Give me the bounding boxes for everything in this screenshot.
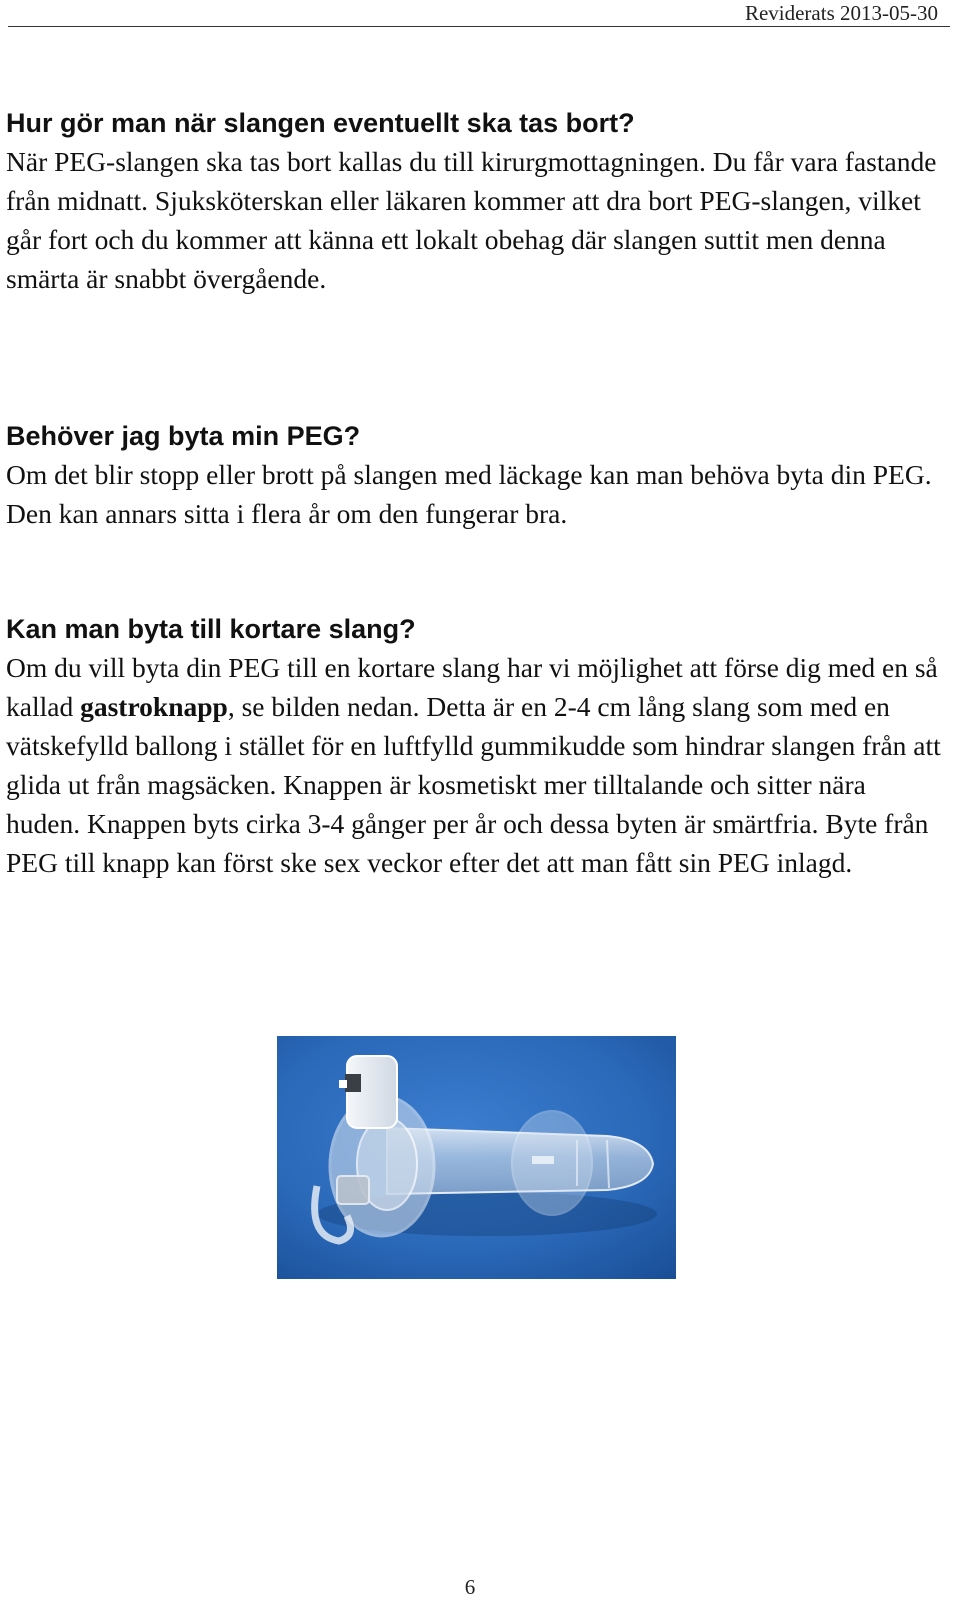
gastrostomy-button-photo: [277, 1036, 676, 1279]
section-body-replace: Om det blir stopp eller brott på slangen med läckage kan man behöva byta din PEG. Den kan annars sitta i flera år om den fungerar bra.: [6, 459, 932, 529]
section-body-removal: När PEG-slangen ska tas bort kallas du till kirurgmottagningen. Du får vara fastande från midnatt. Sjuksköterskan eller läkaren kommer att dra bort PEG-slangen, vilket går fort och du kommer att känna ett lokalt obehag där slangen suttit men denna smärta är snabbt övergående.: [6, 146, 937, 294]
section-replace: [6, 417, 946, 533]
section-heading-shorter-tube: Kan man byta till kortare slang?: [6, 614, 416, 644]
section-heading-removal: Hur gör man när slangen eventuellt ska tas bort?: [6, 108, 635, 138]
body-text-part: , se bilden nedan. Detta är en 2-4 cm lång slang som med en vätskefylld ballong i stället för en luftfylld gummikudde som hindrar slangen från att glida ut från magsäcken. Knappen är kosmetiskt mer tilltalande och sitter nära huden. Knappen byts cirka 3-4 gånger per år och dessa byten är smärtfria. Byte från PEG till knapp kan först ske sex veckor efter det att man fått sin PEG inlagd.: [6, 691, 941, 878]
page-number: 6: [464, 1575, 476, 1599]
section-heading-replace: Behöver jag byta min PEG?: [6, 421, 361, 451]
body-bold-term: gastroknapp: [80, 691, 228, 722]
section-removal: [6, 104, 946, 298]
section-shorter-tube: [6, 610, 946, 882]
body-text-part: Om du vill byta din PEG till en kortare slang har vi möjlighet att förse dig med en så kallad: [6, 652, 938, 722]
revision-date: Reviderats 2013-05-30: [744, 1, 938, 25]
header-divider: [8, 26, 950, 27]
section-body-shorter-tube: [6, 648, 946, 882]
